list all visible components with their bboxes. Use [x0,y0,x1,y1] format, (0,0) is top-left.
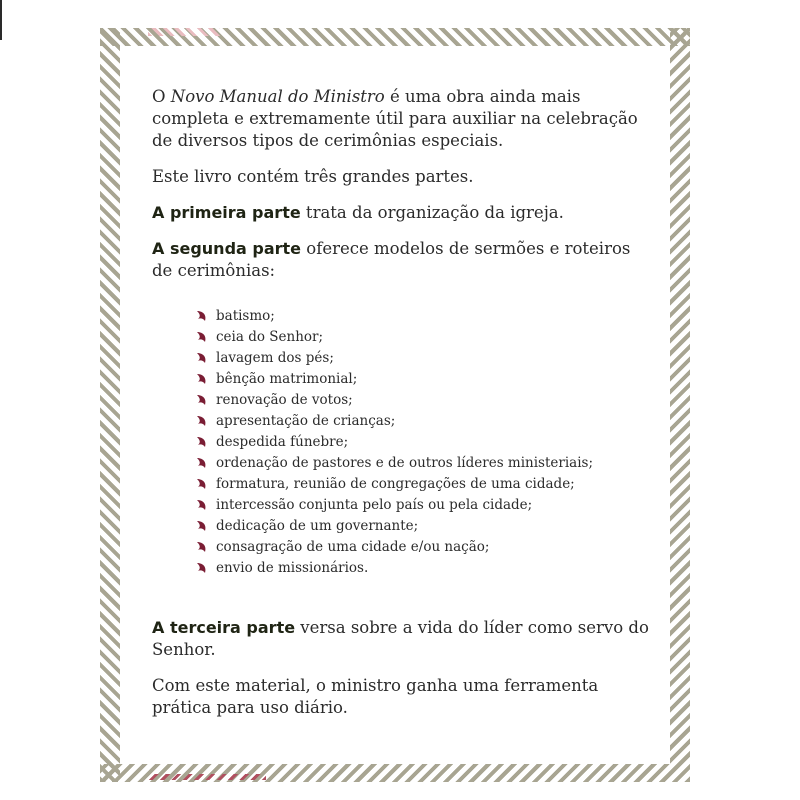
leaf-bullet-icon [196,415,208,427]
intro-paragraph: O Novo Manual do Ministro é uma obra ainda mais completa e extremamente útil para auxiliar na celebração de diversos tipos de cerimônias especiais. [152,87,638,150]
list-item [196,369,652,390]
part3-lead: A terceira parte [152,618,296,637]
list-item-label: apresentação de crianças; [216,413,396,429]
list-item-label: bênção matrimonial; [216,371,358,387]
ceremony-list [196,306,652,579]
leaf-bullet-icon [196,562,208,574]
leaf-bullet-icon [196,499,208,511]
list-item [196,411,652,432]
leaf-bullet-icon [196,520,208,532]
leaf-bullet-icon [196,478,208,490]
frame-left-stripe [100,28,120,782]
frame-accent-bottom [148,774,266,780]
list-item [196,474,652,495]
leaf-bullet-icon [196,352,208,364]
list-item-label: renovação de votos; [216,392,353,408]
list-item [196,495,652,516]
list-item-label: dedicação de um governante; [216,518,419,534]
leaf-bullet-icon [196,394,208,406]
list-item [196,537,652,558]
part1-lead: A primeira parte [152,203,301,222]
book-title: Novo Manual do Ministro [170,87,385,106]
list-item-label: consagração de uma cidade e/ou nação; [216,539,490,555]
list-item-label: lavagem dos pés; [216,350,334,366]
leaf-bullet-icon [196,373,208,385]
part2-lead: A segunda parte [152,239,302,258]
part1-paragraph: A primeira parte trata da organização da igreja. [152,203,564,222]
list-item [196,516,652,537]
leaf-bullet-icon [196,457,208,469]
list-item-label: envio de missionários. [216,560,369,576]
list-item-label: formatura, reunião de congregações de uma cidade; [216,476,575,492]
frame-accent-top [148,28,220,36]
closing-paragraph: Com este material, o ministro ganha uma ferramenta prática para uso diário. [152,676,599,717]
leaf-bullet-icon [196,436,208,448]
leaf-bullet-icon [196,541,208,553]
page-content [152,86,652,733]
parts-intro-paragraph: Este livro contém três grandes partes. [152,167,474,186]
part2-paragraph: A segunda parte oferece modelos de sermões e roteiros de cerimônias: [152,239,631,280]
list-item [196,306,652,327]
list-item [196,432,652,453]
list-item-label: intercessão conjunta pelo país ou pela cidade; [216,497,533,513]
document-page [120,46,670,764]
list-item [196,327,652,348]
corner-mark [0,0,2,40]
list-item [196,390,652,411]
list-item-label: despedida fúnebre; [216,434,349,450]
frame-right-stripe [670,28,690,782]
leaf-bullet-icon [196,331,208,343]
leaf-bullet-icon [196,310,208,322]
list-item [196,348,652,369]
list-item [196,453,652,474]
list-item [196,558,652,579]
list-item-label: ordenação de pastores e de outros líderes ministeriais; [216,455,594,471]
list-item-label: ceia do Senhor; [216,329,324,345]
part3-paragraph: A terceira parte versa sobre a vida do líder como servo do Senhor. [152,618,649,659]
list-item-label: batismo; [216,308,275,324]
